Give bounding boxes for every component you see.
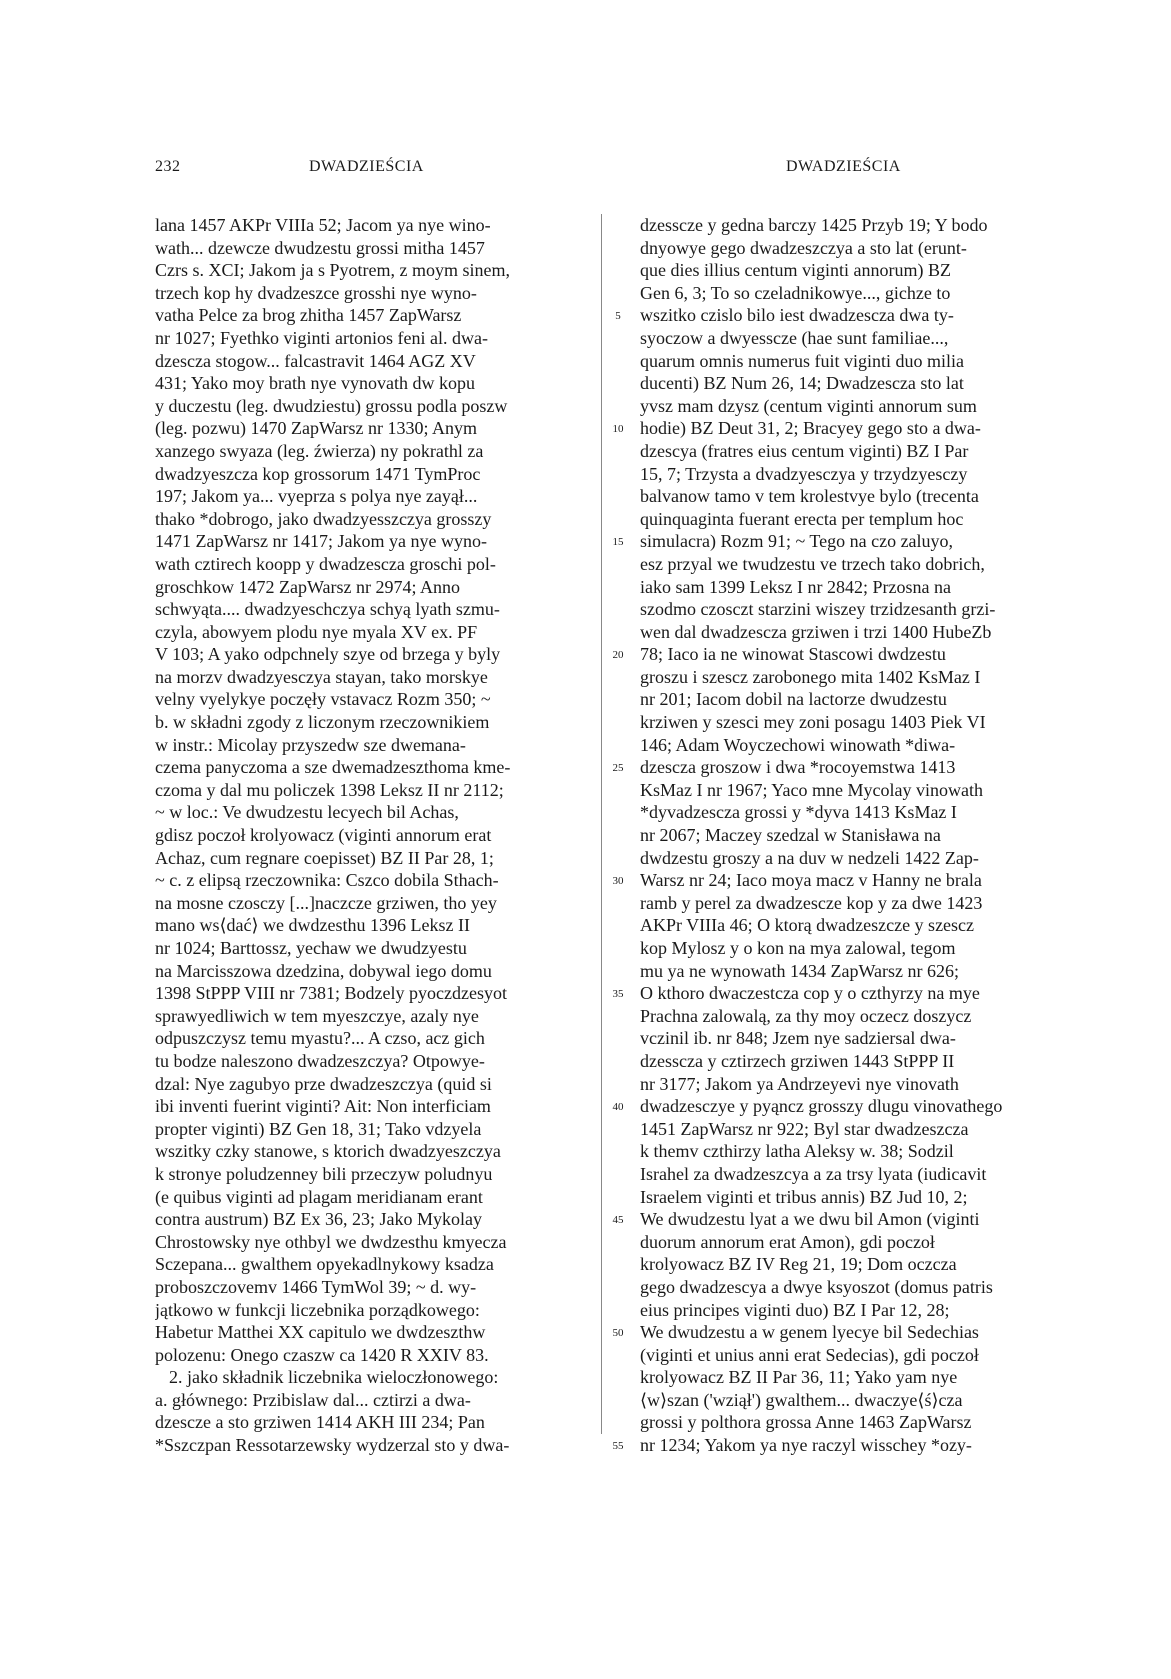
text-line: propter viginti) BZ Gen 18, 31; Tako vdzyela [155, 1118, 482, 1139]
text-line: schwyąta.... dwadzyeschczya schyą lyath szmu- [155, 599, 500, 620]
text-line: czyla, abowyem plodu nye myala XV ex. PF [155, 621, 478, 642]
text-line: dnyowye gego dwadzeszczya a sto lat (erunt- [640, 237, 967, 258]
text-line: trzech kop hy dvadzeszce grosshi nye wyno- [155, 282, 477, 303]
text-line: wszitky czky stanowe, s ktorich dwadzyeszczya [155, 1141, 501, 1162]
text-line: duorum annorum erat Amon), gdi poczoł [640, 1231, 935, 1252]
text-line: odpuszczysz temu myastu?... A czso, acz gich [155, 1028, 485, 1049]
text-line: dwadzesczye y pyąncz grosszy dlugu vinovathego [640, 1096, 1003, 1117]
text-line: ibi inventi fuerint viginti? Ait: Non interficiam [155, 1096, 491, 1117]
text-line: mano ws⟨dać⟩ we dwdzesthu 1396 Leksz II [155, 915, 470, 936]
text-line: krolyowacz BZ IV Reg 21, 19; Dom oczcza [640, 1254, 957, 1275]
text-line: lana 1457 AKPr VIIIa 52; Jacom ya nye wino- [155, 215, 491, 235]
text-line: groschkow 1472 ZapWarsz nr 2974; Anno [155, 576, 460, 597]
text-line: 1471 ZapWarsz nr 1417; Jakom ya nye wyno- [155, 531, 487, 552]
text-line: 431; Yako moy brath nye vynovath dw kopu [155, 373, 475, 394]
text-line: polozenu: Onego czaszw ca 1420 R XXIV 83. [155, 1344, 489, 1365]
text-line: Israelem viginti et tribus annis) BZ Jud 10, 2; [640, 1186, 968, 1207]
text-line: O kthoro dwaczestcza cop y o czthyrzy na mye [640, 983, 980, 1004]
text-line: syoczow a dwyesscze (hae sunt familiae..., [640, 327, 949, 348]
line-number: 30 [612, 875, 624, 888]
column-divider [601, 214, 602, 1434]
text-line: krolyowacz BZ II Par 36, 11; Yako yam nye [640, 1367, 958, 1388]
text-line: czema panyczoma a sze dwemadzeszthoma kme- [155, 757, 511, 778]
text-line: groszu i szescz zarobonego mita 1402 KsMaz I [640, 666, 981, 687]
text-line: 78; Iaco ia ne winowat Stascowi dwdzestu [640, 644, 946, 665]
text-line: y duczestu (leg. dwudziestu) grossu podla poszw [155, 395, 508, 416]
text-line: dzesscze y gedna barczy 1425 Przyb 19; Y bodo [640, 215, 988, 235]
text-line: vczinil ib. nr 848; Jzem nye sadziersal dwa- [640, 1028, 956, 1049]
text-line: dzesscza y cztirzech grziwen 1443 StPPP II [640, 1050, 955, 1071]
text-line: grossi y polthora grossa Anne 1463 ZapWarsz [640, 1412, 972, 1433]
text-line: (e quibus viginti ad plagam meridianam erant [155, 1186, 483, 1207]
text-line: nr 2067; Maczey szedzal w Stanisława na [640, 825, 941, 846]
text-line: xanzego swyaza (leg. źwierza) ny pokrathl za [155, 440, 484, 461]
text-line: velny vyelykye poczęły vstavacz Rozm 350; ~ [155, 689, 491, 710]
text-line: k stronye poludzenney bili przeczyw poludnyu [155, 1163, 493, 1184]
text-line: iako sam 1399 Leksz I nr 2842; Przosna na [640, 576, 951, 597]
text-line: We dwudzestu a w genem lyecye bil Sedechias [640, 1322, 979, 1343]
text-line: ⟨w⟩szan ('wziął') gwalthem... dwaczye⟨ś⟩cza [640, 1389, 963, 1410]
text-line: nr 1027; Fyethko viginti artonios feni al. dwa- [155, 327, 488, 348]
line-number: 45 [612, 1214, 624, 1227]
text-line: szodmo czosczt starzini wiszey trzidzesanth grzi- [640, 599, 996, 620]
text-line: gego dwadzescya a dwye ksyoszot (domus patris [640, 1276, 993, 1297]
right-running-head: DWADZIEŚCIA [786, 158, 901, 175]
text-line: We dwudzestu lyat a we dwu bil Amon (viginti [640, 1209, 980, 1230]
text-line: nr 1234; Yakom ya nye raczyl wisschey *ozy- [640, 1435, 972, 1456]
text-line: dzescya (fratres eius centum viginti) BZ I Par [640, 440, 969, 461]
text-line: V 103; A yako odpchnely szye od brzega y byly [155, 644, 501, 665]
text-line: Sczepana... gwalthem opyekadlnykowy ksadza [155, 1254, 494, 1275]
text-line: 197; Jakom ya... vyeprza s polya nye zayął... [155, 486, 478, 507]
text-line: thako *dobrogo, jako dwadzyesszczya grosszy [155, 508, 492, 529]
right-column [640, 214, 1071, 1457]
text-line: gdisz poczoł krolyowacz (viginti annorum erat [155, 825, 492, 846]
text-line: sprawyedliwich w tem myeszczye, azaly nye [155, 1005, 479, 1026]
text-line: wath cztirech koopp y dwadzescza groschi pol- [155, 553, 496, 574]
text-line: wath... dzewcze dwudzestu grossi mitha 1457 [155, 237, 485, 258]
text-line: Israhel za dwadzeszcya a za trsy lyata (iudicavit [640, 1163, 987, 1184]
text-line: na morzv dwadzyesczya stayan, tako morskye [155, 666, 488, 687]
text-line: *dyvadzescza grossi y *dyva 1413 KsMaz I [640, 802, 957, 823]
text-line: Habetur Matthei XX capitulo we dwdzeszthw [155, 1322, 486, 1343]
text-line: ~ c. z elipsą rzeczownika: Cszco dobila Sthach- [155, 870, 499, 891]
text-line: Chrostowsky nye othbyl we dwdzesthu kmyecza [155, 1231, 507, 1252]
text-line: dzal: Nye zagubyo prze dwadzeszczya (quid si [155, 1073, 492, 1094]
text-line: quinquaginta fuerant erecta per templum hoc [640, 508, 964, 529]
text-line: dzescza stogow... falcastravit 1464 AGZ XV [155, 350, 476, 371]
text-line: ~ w loc.: Ve dwudzestu lecyech bil Achas, [155, 802, 459, 823]
line-number: 50 [612, 1327, 624, 1340]
text-line: quarum omnis numerus fuit viginti duo milia [640, 350, 964, 371]
line-number: 40 [612, 1101, 624, 1114]
text-line: 146; Adam Woyczechowi winowath *diwa- [640, 734, 956, 755]
line-number: 35 [612, 988, 624, 1001]
line-number: 5 [615, 310, 621, 323]
line-number: 25 [612, 762, 624, 775]
text-line: Prachna zalowalą, za thy moy oczecz doszycz [640, 1005, 972, 1026]
text-line: tu bodze naleszono dwadzeszczya? Otpowye- [155, 1050, 485, 1071]
text-line: 2. jako składnik liczebnika wieloczłonowego: [169, 1367, 499, 1388]
text-line: dzescza groszow i dwa *rocoyemstwa 1413 [640, 757, 956, 778]
text-line: AKPr VIIIa 46; O ktorą dwadzeszcze y szescz [640, 915, 975, 936]
text-line: dzescze a sto grziwen 1414 AKH III 234; Pan [155, 1412, 485, 1433]
text-line: krziwen y szesci mey zoni posagu 1403 Piek VI [640, 712, 986, 733]
text-line: b. w składni zgody z liczonym rzeczownikiem [155, 712, 490, 733]
text-line: eius principes viginti duo) BZ I Par 12, 28; [640, 1299, 950, 1320]
text-line: nr 1024; Barttossz, yechaw we dwudzyestu [155, 938, 467, 958]
left-column [155, 214, 585, 1457]
text-line: nr 3177; Jakom ya Andrzeyevi nye vinovath [640, 1073, 959, 1094]
line-number: 10 [612, 423, 624, 436]
text-line: na Marcisszowa dzedzina, dobywal iego domu [155, 960, 492, 981]
text-line: k themv czthirzy latha Aleksy w. 38; Sodzil [640, 1141, 954, 1162]
text-line: ramb y perel za dwadzescze kop y za dwe 1423 [640, 892, 983, 913]
text-line: dwdzestu groszy a na duv w nedzeli 1422 Zap- [640, 847, 979, 868]
text-line: contra austrum) BZ Ex 36, 23; Jako Mykolay [155, 1209, 482, 1230]
line-number: 15 [612, 536, 624, 549]
text-line: proboszczovemv 1466 TymWol 39; ~ d. wy- [155, 1276, 477, 1297]
text-line: wszitko czislo bilo iest dwadzescza dwa ty- [640, 305, 954, 326]
text-line: Czrs s. XCI; Jakom ja s Pyotrem, z moym sinem, [155, 260, 510, 281]
text-line: Warsz nr 24; Iaco moya macz v Hanny ne brala [640, 870, 982, 891]
text-line: 1451 ZapWarsz nr 922; Byl star dwadzeszcza [640, 1118, 969, 1139]
text-line: (viginti et unius anni erat Sedecias), gdi poczoł [640, 1344, 979, 1365]
text-line: vatha Pelce za brog zhitha 1457 ZapWarsz [155, 305, 462, 326]
text-line: KsMaz I nr 1967; Yaco mne Mycolay vinowath [640, 779, 983, 800]
text-line: na mosne czosczy [...]naczcze grziwen, tho yey [155, 892, 497, 913]
left-running-head: DWADZIEŚCIA [309, 158, 424, 175]
text-line: wen dal dwadzescza grziwen i trzi 1400 HubeZb [640, 621, 992, 642]
text-line: czoma y dal mu policzek 1398 Leksz II nr 2112; [155, 779, 504, 800]
text-line: dwadzyeszcza kop grossorum 1471 TymProc [155, 463, 481, 484]
text-line: hodie) BZ Deut 31, 2; Bracyey gego sto a dwa- [640, 418, 981, 439]
text-line: kop Mylosz y o kon na mya zalowal, tegom [640, 938, 956, 958]
text-line: w instr.: Micolay przyszedw sze dwemana- [155, 734, 466, 755]
text-line: mu ya ne wynowath 1434 ZapWarsz nr 626; [640, 960, 959, 981]
text-line: 1398 StPPP VIII nr 7381; Bodzely pyoczdzesyot [155, 983, 507, 1004]
text-line: Achaz, cum regnare coepisset) BZ II Par 28, 1; [155, 847, 494, 868]
text-line: que dies illius centum viginti annorum) BZ [640, 260, 951, 281]
text-line: 15, 7; Trzysta a dvadzyesczya y trzydzyesczy [640, 463, 968, 484]
text-line: a. głównego: Przibislaw dal... cztirzi a dwa- [155, 1389, 471, 1410]
text-line: nr 201; Iacom dobil na lactorze dwudzestu [640, 689, 947, 710]
page-number: 232 [155, 158, 181, 175]
text-line: Gen 6, 3; To so czeladnikowye..., gichze to [640, 282, 951, 303]
text-line: *Sszczpan Ressotarzewsky wydzerzal sto y dwa- [155, 1435, 510, 1456]
text-line: simulacra) Rozm 91; ~ Tego na czo zaluyo, [640, 531, 954, 552]
text-line: ducenti) BZ Num 26, 14; Dwadzescza sto lat [640, 373, 964, 394]
text-line: jątkowo w funkcji liczebnika porządkowego: [155, 1299, 480, 1320]
text-line: (leg. pozwu) 1470 ZapWarsz nr 1330; Anym [155, 418, 477, 439]
text-line: balvanow tamo v tem krolestvye bylo (trecenta [640, 486, 979, 507]
line-number: 55 [612, 1440, 624, 1453]
text-line: yvsz mam dzysz (centum viginti annorum sum [640, 395, 977, 416]
text-line: esz przyal we twudzestu ve trzech tako dobrich, [640, 553, 985, 574]
line-number: 20 [612, 649, 624, 662]
